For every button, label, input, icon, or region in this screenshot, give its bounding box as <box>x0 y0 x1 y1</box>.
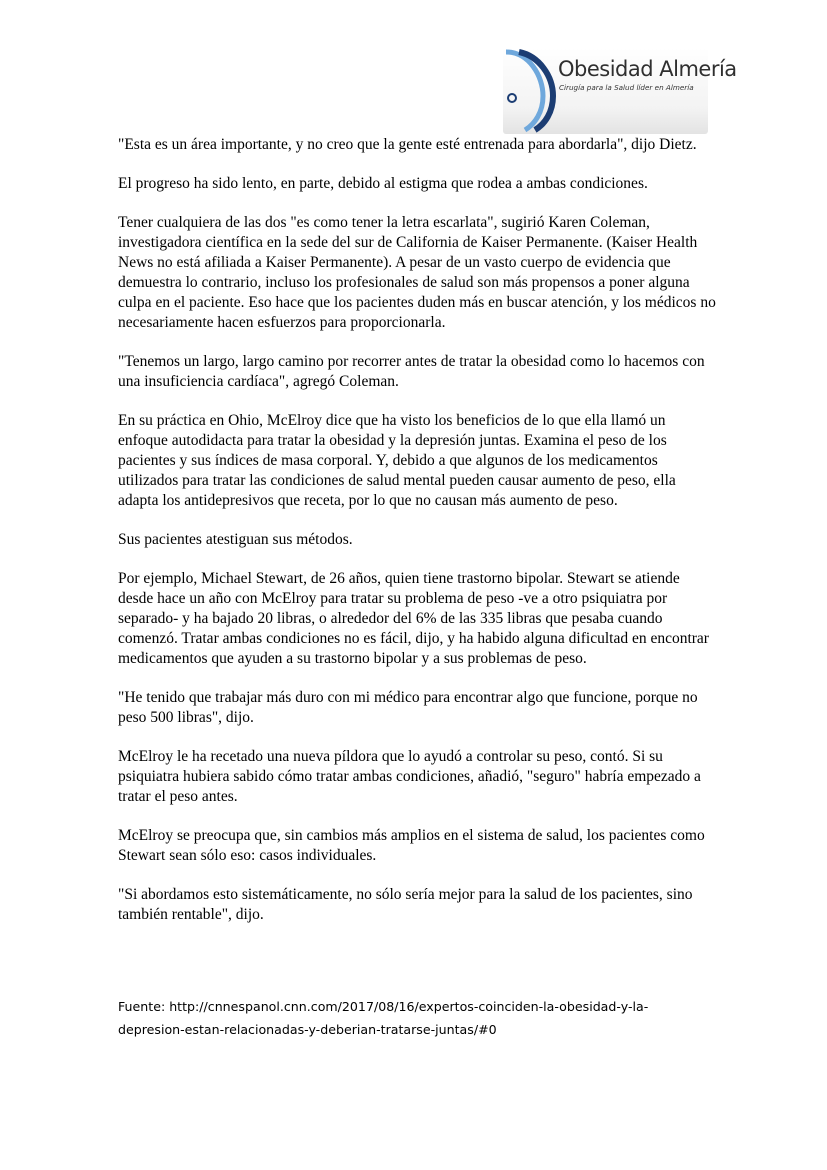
logo <box>503 48 737 134</box>
paragraph: En su práctica en Ohio, McElroy dice que ha visto los beneficios de lo que ella llamó un enfoque autodidacta para tratar la obesidad y la depresión juntas. Examina el peso de los pacientes y sus índices de masa corporal. Y, debido a que algunos de los medicamentos utilizados para tratar las condiciones de salud mental pueden causar aumento de peso, ella adapta los antidepresivos que receta, por lo que no causan más aumento de peso. <box>118 412 676 509</box>
paragraph: Por ejemplo, Michael Stewart, de 26 años, quien tiene trastorno bipolar. Stewart se atiende desde hace un año con McElroy para tratar su problema de peso -ve a otro psiquiatra por separado- y ha bajado 20 libras, o alrededor del 6% de las 335 libras que pesaba cuando comenzó. Tratar ambas condiciones no es fácil, dijo, y ha habido alguna dificultad en encontrar medicamentos que ayuden a su trastorno bipolar y a sus problemas de peso. <box>118 570 709 667</box>
logo-title: Obesidad Almería <box>558 57 737 81</box>
source-line: depresion-estan-relacionadas-y-deberian-tratarse-juntas/#0 <box>118 1022 497 1037</box>
logo-mark-icon <box>503 48 563 134</box>
source-line: Fuente: http://cnnespanol.cnn.com/2017/08/16/expertos-coinciden-la-obesidad-y-la- <box>118 999 649 1014</box>
paragraph: "Tenemos un largo, largo camino por recorrer antes de tratar la obesidad como lo hacemos con una insuficiencia cardíaca", agregó Coleman. <box>118 353 705 390</box>
article-body <box>118 135 718 944</box>
paragraph: Sus pacientes atestiguan sus métodos. <box>118 531 353 548</box>
paragraph: "He tenido que trabajar más duro con mi médico para encontrar algo que funcione, porque no peso 500 libras", dijo. <box>118 689 698 726</box>
logo-tagline: Cirugía para la Salud líder en Almería <box>559 83 694 92</box>
paragraph: El progreso ha sido lento, en parte, debido al estigma que rodea a ambas condiciones. <box>118 175 648 192</box>
source-citation <box>118 995 718 1041</box>
paragraph: McElroy le ha recetado una nueva píldora que lo ayudó a controlar su peso, contó. Si su psiquiatra hubiera sabido cómo tratar ambas condiciones, añadió, "seguro" habría empezado a tratar el peso antes. <box>118 748 701 805</box>
paragraph: McElroy se preocupa que, sin cambios más amplios en el sistema de salud, los pacientes como Stewart sean sólo eso: casos individuales. <box>118 827 705 864</box>
paragraph: "Si abordamos esto sistemáticamente, no sólo sería mejor para la salud de los pacientes, sino también rentable", dijo. <box>118 886 693 923</box>
paragraph: "Esta es un área importante, y no creo que la gente esté entrenada para abordarla", dijo Dietz. <box>118 136 697 153</box>
paragraph: Tener cualquiera de las dos "es como tener la letra escarlata", sugirió Karen Coleman, investigadora científica en la sede del sur de California de Kaiser Permanente. (Kaiser Health News no está afiliada a Kaiser Permanente). A pesar de un vasto cuerpo de evidencia que demuestra lo contrario, incluso los profesionales de salud son más propensos a poner alguna culpa en el paciente. Eso hace que los pacientes duden más en buscar atención, y los médicos no necesariamente hacen esfuerzos para proporcionarla. <box>118 214 716 331</box>
